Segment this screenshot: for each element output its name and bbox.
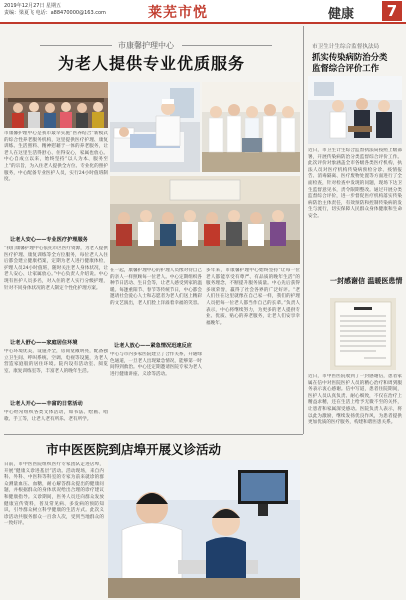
bottom-divider: [4, 434, 303, 435]
kicker-rule-left: [40, 45, 112, 46]
main-sub4-text: 中心与市内多家医院建立了合作关系，开通绿色通道，一旦老人出现紧急情况，能够第一时间得到救治。中心还定期邀请医院专家为老人进行健康讲座、义诊等活动。: [110, 352, 202, 377]
main-lead-text: [4, 131, 108, 230]
main-lead-part1: 市康馨护理中心是我市最早实施“医养结合”新模式的综合性养老服务机构，这里提供医疗护理、康复训练、生活照料、精神慰藉于一体的养老服务，让老人在这里生活得舒心、住得安心，家属也放心。: [4, 131, 108, 156]
inspection-photo: [308, 76, 402, 144]
main-col3-text: 多年来，市康馨护理中心始终坚持“让每一位老人都能享受有尊严、有品质的晚年生活”的服务理念，不断提升服务质量。中心先后获得多项荣誉，赢得了社会各界的广泛好评。“老人们住在这里就像在自己家一样，我们的护理人员把每一位老人都当作自己的长辈。”负责人表示，中心将继续努力，为更多的老人提供专业、优质、贴心的养老服务，让老人们安享幸福晚年。: [206, 268, 300, 326]
main-subhead-2: 让老人舒心——家庭居住环境: [10, 340, 78, 346]
main-headline: 为老人提供专业优质服务: [58, 54, 246, 73]
main-col2-text: 在一起，康馨护理中心的护理人员像对待自己的亲人一样照顾每一位老人。中心定期组织各种节日活动、生日会等，让老人感受到家的温暖。每逢重阳节、春节等传统节日，中心都会邀请社会爱心人士和志愿者为老人们送上精彩的文艺演出，老人们脸上洋溢着幸福的笑容。: [110, 268, 202, 306]
page-header: [0, 0, 406, 24]
right-sub-text: 近日，市中医医院收到了一封感谢信，患者家属在信中对医院医护人员的精心治疗和周到服务表示衷心感谢。信中写道，患者住院期间，医护人员认真负责、耐心细致，不仅在治疗上精益求精，还在生活上给予无微不至的关怀，让患者和家属深受感动。医院负责人表示，将以此为激励，继续发扬优良作风，为患者提供更加优质的医疗服务，构建和谐医患关系。: [308, 374, 402, 426]
main-kicker: 市康馨护理中心: [118, 41, 174, 50]
column-divider: [303, 26, 304, 434]
bottom-article-text: 日前，市中医医院组织医疗专家团队走进店埠，开展“健康义诊进基层”活动。活动现场，来自内科、外科、中医科等科室的专家为前来就诊的群众测量血压、血糖，耐心解答群众提出的健康问题，并根据群众的身体状况给出合理的诊疗建议和健康指导。义诊期间，医务人员还向群众发放健康宣传资料，普及常见病、多发病的预防知识，引导群众树立科学健康的生活方式。此次义诊活动共服务群众一百余人次，受到当地群众的一致好评。: [4, 462, 104, 527]
main-subhead-4: 让老人放心——紧急情况迅速反应: [114, 343, 192, 349]
kicker-rule-right: [182, 45, 272, 46]
editor-line: 责编：梁夏飞 电话：a88470000@163.com: [4, 10, 106, 16]
residents-gathering-photo: [110, 176, 300, 264]
main-sub1-text: “我们康馨护理中心依托市区医疗资源，为老人提供医疗护理、康复训练等全方位服务，每位老人入住后都会建立健康档案，定期为老人进行健康体检，护理人员24小时值班，随时关注老人身体状况，让老人安心、让家属放心。”中心负责人介绍说。中心现有医护人员多名，对入住的老人实行分级护理，针对不同身体状况的老人制定个性化护理方案。: [4, 246, 108, 291]
right-headline-line1: 抓实传染病防治分类: [312, 52, 388, 62]
section-name: 健康: [328, 7, 355, 22]
issue-date: 2019年12月27日 星期五: [4, 3, 62, 9]
right-subhead: 一封感谢信 温暖医患情: [330, 277, 403, 285]
right-headline-line2: 监督综合评价工作: [312, 63, 379, 73]
main-subhead-3: 让老人开心——丰富的日常活动: [10, 401, 83, 407]
nurse-bedside-photo: [110, 82, 200, 172]
thank-you-letter-photo: [330, 298, 396, 370]
page-number: 7: [382, 1, 402, 21]
main-sub2-text: 中心环境优美，设施齐全，房间宽敞明亮，配备独立卫生间、呼叫系统、空调、电视等设施，为老人营造家庭般的居住环境。院内设有活动室、阅览室、康复训练室等，丰富老人的晚年生活。: [4, 349, 108, 374]
right-kicker: 市卫生计生综合监督执法局: [312, 44, 380, 50]
bottom-headline: 市中医医院到店埠开展义诊活动: [46, 442, 222, 457]
main-sub3-text: 中心经常组织各类文体活动，如书法、绘画、唱歌、手工等，让老人老有所乐、老有所学。: [4, 410, 108, 422]
free-clinic-photo: [108, 460, 300, 598]
right-article-text: 近日，市卫生计生综合监督执法局按照上级部署，开展传染病防治分类监督综合评价工作。此次评价对象涵盖全市各级各类医疗机构，执法人员对医疗机构传染病预检分诊、疫情报告、消毒隔离、医疗废物处置等方面进行了全面检查，针对检查中发现的问题，现场下达卫生监督意见书，责令限期整改。通过开展分类监督综合评价，进一步督促医疗机构落实传染病防治主体责任，有效预防和控制传染病的发生与流行，切实保障人民群众身体健康和生命安全。: [308, 148, 402, 219]
staff-group-photo: [202, 82, 300, 172]
main-subhead-1: 让老人安心——专业医疗护理服务: [10, 237, 88, 243]
header-info: [4, 3, 106, 17]
elderly-activity-photo: [4, 82, 108, 128]
main-lead-part2: 中心自成立以来，始终坚持“以人为本、服务至上”的宗旨，为入住老人提供全方位、专业化的照护服务，中心配备专业医护人员，实行24小时值班制度。: [4, 157, 108, 183]
newspaper-brand: 莱芜市悦: [148, 5, 208, 21]
